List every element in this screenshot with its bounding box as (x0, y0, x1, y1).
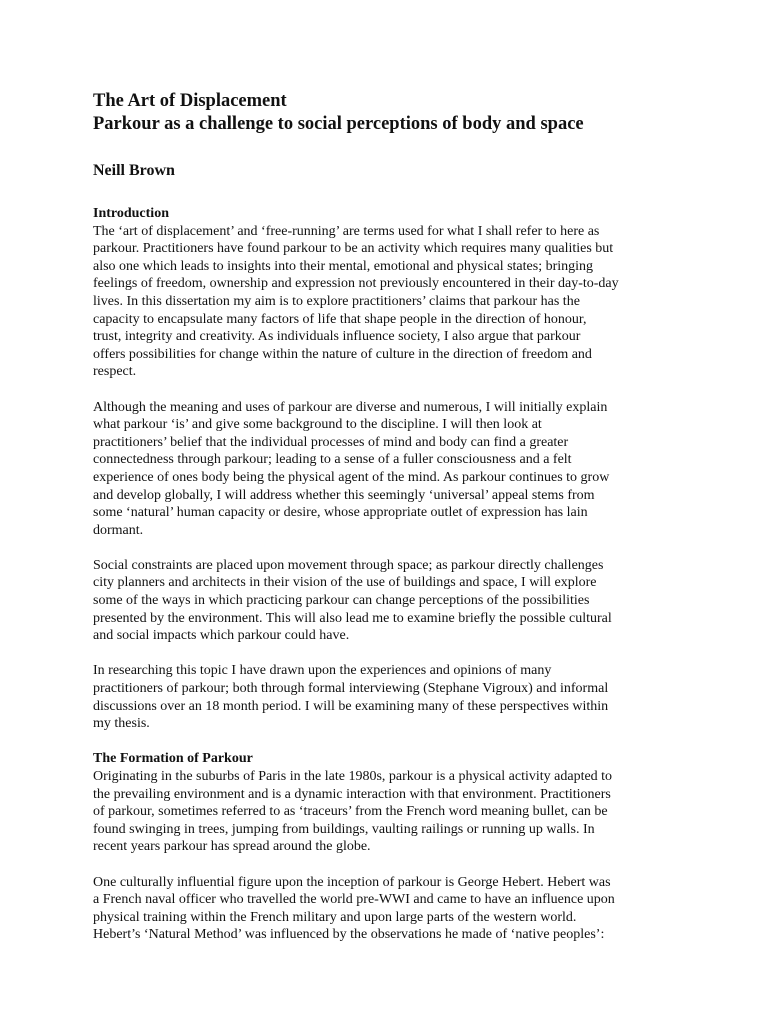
paragraph-line: physical training within the French military and upon large parts of the western world. (93, 909, 577, 925)
body-paragraph (93, 399, 677, 540)
paragraph-line: Hebert’s ‘Natural Method’ was influenced by the observations he made of ‘native peoples’: (93, 927, 605, 943)
document-subtitle: Parkour as a challenge to social perceptions of body and space (93, 114, 584, 134)
paragraph-line: experience of ones body being the physical agent of the mind. As parkour continues to grow (93, 469, 610, 485)
paragraph-line: practitioners of parkour; both through formal interviewing (Stephane Vigroux) and informal (93, 681, 609, 697)
paragraph-line: lives. In this dissertation my aim is to explore practitioners’ claims that parkour has the (93, 293, 580, 309)
paragraph-line: In researching this topic I have drawn upon the experiences and opinions of many (93, 663, 552, 679)
paragraph-line: also one which leads to insights into their mental, emotional and physical states; bringing (93, 258, 594, 274)
paragraph-line: some of the ways in which practicing parkour can change perceptions of the possibilities (93, 593, 590, 609)
paragraph-line: recent years parkour has spread around the globe. (93, 839, 371, 855)
paragraph-line: and develop globally, I will address whether this seemingly ‘universal’ appeal stems from (93, 487, 595, 503)
body-paragraph (93, 557, 677, 645)
paragraph-line: some ‘natural’ human capacity or desire, whose appropriate outlet of expression has lain (93, 505, 588, 521)
paragraph-line: my thesis. (93, 716, 150, 732)
paragraph-line: city planners and architects in their vision of the use of buildings and space, I will explore (93, 575, 597, 591)
paragraph-line: parkour. Practitioners have found parkour to be an activity which requires many qualities but (93, 241, 614, 257)
body-paragraph (93, 874, 677, 944)
document-title: The Art of Displacement (93, 91, 287, 111)
paragraph-line: feelings of freedom, ownership and expression not previously encountered in their day-to-day (93, 276, 619, 292)
paragraph-line: Although the meaning and uses of parkour are diverse and numerous, I will initially explain (93, 399, 608, 415)
section-heading: The Formation of Parkour (93, 751, 253, 767)
paragraph-line: One culturally influential figure upon the inception of parkour is George Hebert. Hebert was (93, 874, 611, 890)
paragraph-line: a French naval officer who travelled the world pre-WWI and came to have an influence upon (93, 892, 615, 908)
paragraph-line: respect. (93, 364, 137, 380)
section-heading: Introduction (93, 206, 169, 221)
paragraph-line: offers possibilities for change within the nature of culture in the direction of freedom and (93, 346, 592, 362)
paragraph-line: dormant. (93, 522, 144, 538)
paragraph-line: Originating in the suburbs of Paris in the late 1980s, parkour is a physical activity adapted to (93, 769, 613, 784)
body-paragraph (93, 662, 677, 732)
document-page (93, 90, 677, 944)
paragraph-line: and social impacts which parkour could have. (93, 628, 350, 644)
paragraph-line: capacity to encapsulate many factors of life that shape people in the direction of honour, (93, 311, 587, 327)
paragraph-line: Social constraints are placed upon movement through space; as parkour directly challenges (93, 557, 604, 573)
paragraph-line: found swinging in trees, jumping from buildings, vaulting railings or running up walls. In (93, 821, 595, 837)
paragraph-line: the prevailing environment and is a dynamic interaction with that environment. Practitioners (93, 786, 611, 802)
paragraph-line: The ‘art of displacement’ and ‘free-running’ are terms used for what I shall refer to here as (93, 223, 600, 239)
author-name: Neill Brown (93, 162, 175, 179)
paragraph-line: trust, integrity and creativity. As individuals influence society, I also argue that parkour (93, 329, 581, 345)
paragraph-line: of parkour, sometimes referred to as ‘traceurs’ from the French word meaning bullet, can be (93, 804, 608, 820)
paragraph-line: practitioners’ belief that the individual processes of mind and body can find a greater (93, 434, 569, 450)
paragraph-line: presented by the environment. This will also lead me to examine briefly the possible cultural (93, 610, 612, 626)
body-paragraph (93, 223, 677, 381)
paragraph-line: discussions over an 18 month period. I will be examining many of these perspectives within (93, 698, 609, 714)
paragraph-line: what parkour ‘is’ and give some background to the discipline. I will then look at (93, 417, 542, 433)
document-body (93, 205, 677, 944)
body-paragraph (93, 768, 677, 856)
paragraph-line: connectedness through parkour; leading to a sense of a fuller consciousness and a felt (93, 452, 572, 468)
